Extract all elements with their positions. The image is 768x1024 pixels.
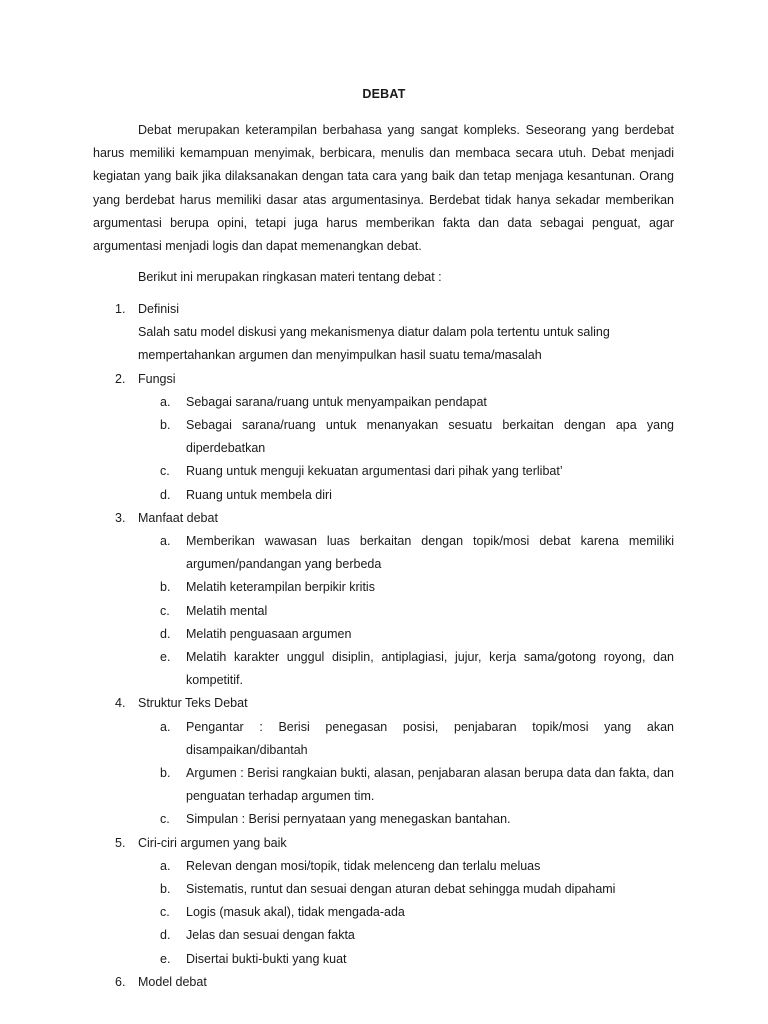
sub-item	[0, 716, 768, 762]
sub-item	[0, 576, 768, 599]
sub-text: Melatih keterampilan berpikir kritis	[186, 580, 375, 595]
sub-item	[0, 948, 768, 971]
list-number: 5.	[115, 835, 126, 850]
sub-text: Melatih karakter unggul disiplin, antiplagiasi, jujur, kerja sama/gotong royong, dan kompetitif.	[186, 650, 674, 688]
list-number: 3.	[115, 510, 126, 525]
sub-text: Ruang untuk membela diri	[186, 487, 332, 502]
sub-item	[0, 924, 768, 947]
summary-intro: Berikut ini merupakan ringkasan materi tentang debat :	[138, 270, 442, 284]
list-item-ciri-ciri	[0, 832, 768, 971]
sub-text: Sebagai sarana/ruang untuk menyampaikan pendapat	[186, 394, 487, 409]
sub-letter: b.	[160, 418, 171, 433]
list-item-fungsi	[0, 368, 768, 507]
list-item-manfaat	[0, 507, 768, 693]
sub-item	[0, 855, 768, 878]
list-heading: Manfaat debat	[138, 510, 218, 525]
sub-letter: a.	[160, 719, 171, 734]
list-item-struktur	[0, 692, 768, 831]
sub-item	[0, 391, 768, 414]
sub-item	[0, 901, 768, 924]
sub-letter: c.	[160, 464, 170, 479]
sub-text: Argumen : Berisi rangkaian bukti, alasan, penjabaran alasan berupa data dan fakta, dan penguatan terhadap argumen tim.	[186, 766, 674, 804]
sub-text: Ruang untuk menguji kekuatan argumentasi dari pihak yang terlibat’	[186, 464, 563, 479]
list-description: Salah satu model diskusi yang mekanismenya diatur dalam pola tertentu untuk saling mempertahankan argumen dan menyimpulkan hasil suatu tema/masalah	[138, 325, 610, 363]
sub-letter: c.	[160, 812, 170, 827]
sub-item	[0, 484, 768, 507]
list-item-model	[0, 971, 768, 994]
intro-paragraph: Debat merupakan keterampilan berbahasa yang sangat kompleks. Seseorang yang berdebat harus memiliki kemampuan menyimak, berbicara, menulis dan membaca secara utuh. Debat menjadi kegiatan yang baik jika dilaksanakan dengan tata cara yang baik dan tetap menjaga kesantunan. Orang yang berdebat harus memiliki dasar atas argumentasinya. Berdebat tidak hanya sekadar memberikan argumentasi berupa opini, tetapi juga harus memberikan fakta dan data sebagai penguat, agar argumentasi menjadi logis dan dapat memenangkan debat.	[93, 123, 674, 254]
sub-text: Melatih mental	[186, 603, 268, 618]
sub-letter: e.	[160, 650, 171, 665]
sub-text: Logis (masuk akal), tidak mengada-ada	[186, 905, 405, 920]
sub-text: Sistematis, runtut dan sesuai dengan aturan debat sehingga mudah dipahami	[186, 882, 616, 897]
sub-letter: c.	[160, 603, 170, 618]
sub-text: Sebagai sarana/ruang untuk menanyakan sesuatu berkaitan dengan apa yang diperdebatkan	[186, 418, 674, 456]
document-title: DEBAT	[362, 87, 406, 101]
sub-item	[0, 808, 768, 831]
list-heading: Model debat	[138, 974, 207, 989]
list-heading: Ciri-ciri argumen yang baik	[138, 835, 287, 850]
sub-item	[0, 623, 768, 646]
sub-letter: a.	[160, 858, 171, 873]
sub-item	[0, 460, 768, 483]
sub-text: Simpulan : Berisi pernyataan yang menegaskan bantahan.	[186, 812, 511, 827]
sub-text: Disertai bukti-bukti yang kuat	[186, 951, 347, 966]
sub-item	[0, 530, 768, 576]
sub-letter: d.	[160, 928, 171, 943]
sub-item	[0, 762, 768, 808]
sub-text: Memberikan wawasan luas berkaitan dengan topik/mosi debat karena memiliki argumen/pandangan yang berbeda	[186, 534, 674, 572]
list-heading: Definisi	[138, 302, 179, 316]
sub-letter: b.	[160, 882, 171, 897]
sub-item	[0, 646, 768, 692]
sub-item	[0, 414, 768, 460]
materi-list	[0, 298, 768, 994]
list-item-definisi	[0, 298, 768, 368]
sub-letter: d.	[160, 487, 171, 502]
list-number: 4.	[115, 696, 126, 711]
sub-letter: a.	[160, 534, 171, 549]
list-number: 2.	[115, 371, 126, 386]
sub-text: Pengantar : Berisi penegasan posisi, penjabaran topik/mosi yang akan disampaikan/dibantah	[186, 719, 674, 757]
list-heading: Struktur Teks Debat	[138, 696, 248, 711]
list-number: 1.	[115, 302, 126, 316]
sub-letter: b.	[160, 580, 171, 595]
sub-letter: c.	[160, 905, 170, 920]
sub-letter: e.	[160, 951, 171, 966]
sub-letter: b.	[160, 766, 171, 781]
list-heading: Fungsi	[138, 371, 176, 386]
sub-item	[0, 600, 768, 623]
sub-letter: d.	[160, 626, 171, 641]
sub-text: Jelas dan sesuai dengan fakta	[186, 928, 355, 943]
list-number: 6.	[115, 974, 126, 989]
sub-text: Relevan dengan mosi/topik, tidak melenceng dan terlalu meluas	[186, 858, 541, 873]
sub-text: Melatih penguasaan argumen	[186, 626, 352, 641]
sub-item	[0, 878, 768, 901]
sub-letter: a.	[160, 394, 171, 409]
